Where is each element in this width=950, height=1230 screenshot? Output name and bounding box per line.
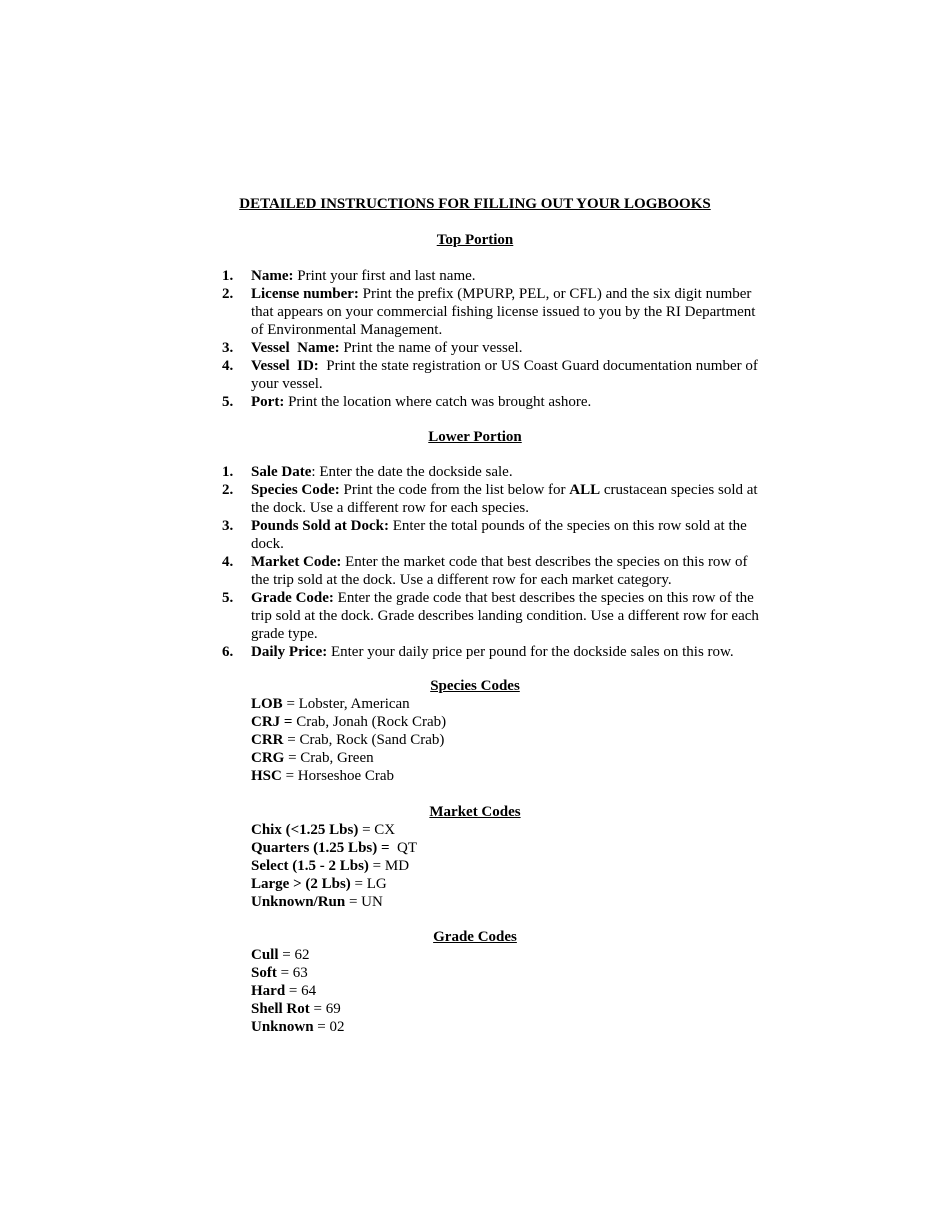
- lower-portion-heading: Lower Portion: [428, 429, 522, 445]
- list-item: Hard = 64: [251, 983, 317, 999]
- list-item: HSC = Horseshoe Crab: [251, 768, 395, 784]
- list-item: 5. Port: Print the location where catch was brought ashore.: [222, 394, 592, 410]
- list-item: 4. Market Code: Enter the market code that best describes the species on this row of the trip sold at the dock. Use a different row for each market category.: [222, 554, 748, 588]
- list-item: 2. Species Code: Print the code from the list below for ALL crustacean species sold at the dock. Use a different row for each species.: [222, 482, 758, 516]
- species-codes-heading: Species Codes: [430, 678, 520, 694]
- list-item: CRR = Crab, Rock (Sand Crab): [251, 732, 445, 748]
- list-item: CRJ = Crab, Jonah (Rock Crab): [251, 714, 447, 730]
- list-item: Unknown/Run = UN: [251, 894, 383, 910]
- list-item: Unknown = 02: [251, 1019, 345, 1035]
- species-codes-list: [251, 695, 701, 785]
- lower-portion-list: [222, 463, 762, 661]
- grade-codes-list: [251, 946, 701, 1036]
- list-item: 3. Pounds Sold at Dock: Enter the total pounds of the species on this row sold at the dock.: [222, 518, 747, 552]
- market-codes-heading: Market Codes: [429, 804, 521, 820]
- list-item: Soft = 63: [251, 965, 308, 981]
- list-item: Cull = 62: [251, 947, 310, 963]
- top-portion-list: [222, 267, 762, 411]
- list-item: 1. Name: Print your first and last name.: [222, 268, 476, 284]
- list-item: 3. Vessel Name: Print the name of your vessel.: [222, 340, 523, 356]
- list-item: Shell Rot = 69: [251, 1001, 341, 1017]
- list-item: CRG = Crab, Green: [251, 750, 374, 766]
- list-item: 5. Grade Code: Enter the grade code that best describes the species on this row of the trip sold at the dock. Grade describes landing condition. Use a different row for each grade type.: [222, 590, 759, 642]
- top-portion-heading: Top Portion: [436, 232, 514, 248]
- list-item: Chix (<1.25 Lbs) = CX: [251, 822, 396, 838]
- list-item: Select (1.5 - 2 Lbs) = MD: [251, 858, 410, 874]
- list-item: 6. Daily Price: Enter your daily price per pound for the dockside sales on this row.: [222, 644, 734, 660]
- list-item: 4. Vessel ID: Print the state registration or US Coast Guard documentation number of your vessel.: [222, 358, 762, 392]
- grade-codes-heading: Grade Codes: [433, 929, 517, 945]
- list-item: 1. Sale Date: Enter the date the dockside sale.: [222, 464, 513, 480]
- list-item: 2. License number: Print the prefix (MPURP, PEL, or CFL) and the six digit number that appears on your commercial fishing license issued to you by the RI Department of Environmental Management.: [222, 286, 756, 338]
- list-item: LOB = Lobster, American: [251, 696, 410, 712]
- list-item: Large > (2 Lbs) = LG: [251, 876, 387, 892]
- list-item: Quarters (1.25 Lbs) = QT: [251, 840, 418, 856]
- market-codes-list: [251, 821, 701, 911]
- document-title: DETAILED INSTRUCTIONS FOR FILLING OUT YOUR LOGBOOKS: [239, 196, 711, 212]
